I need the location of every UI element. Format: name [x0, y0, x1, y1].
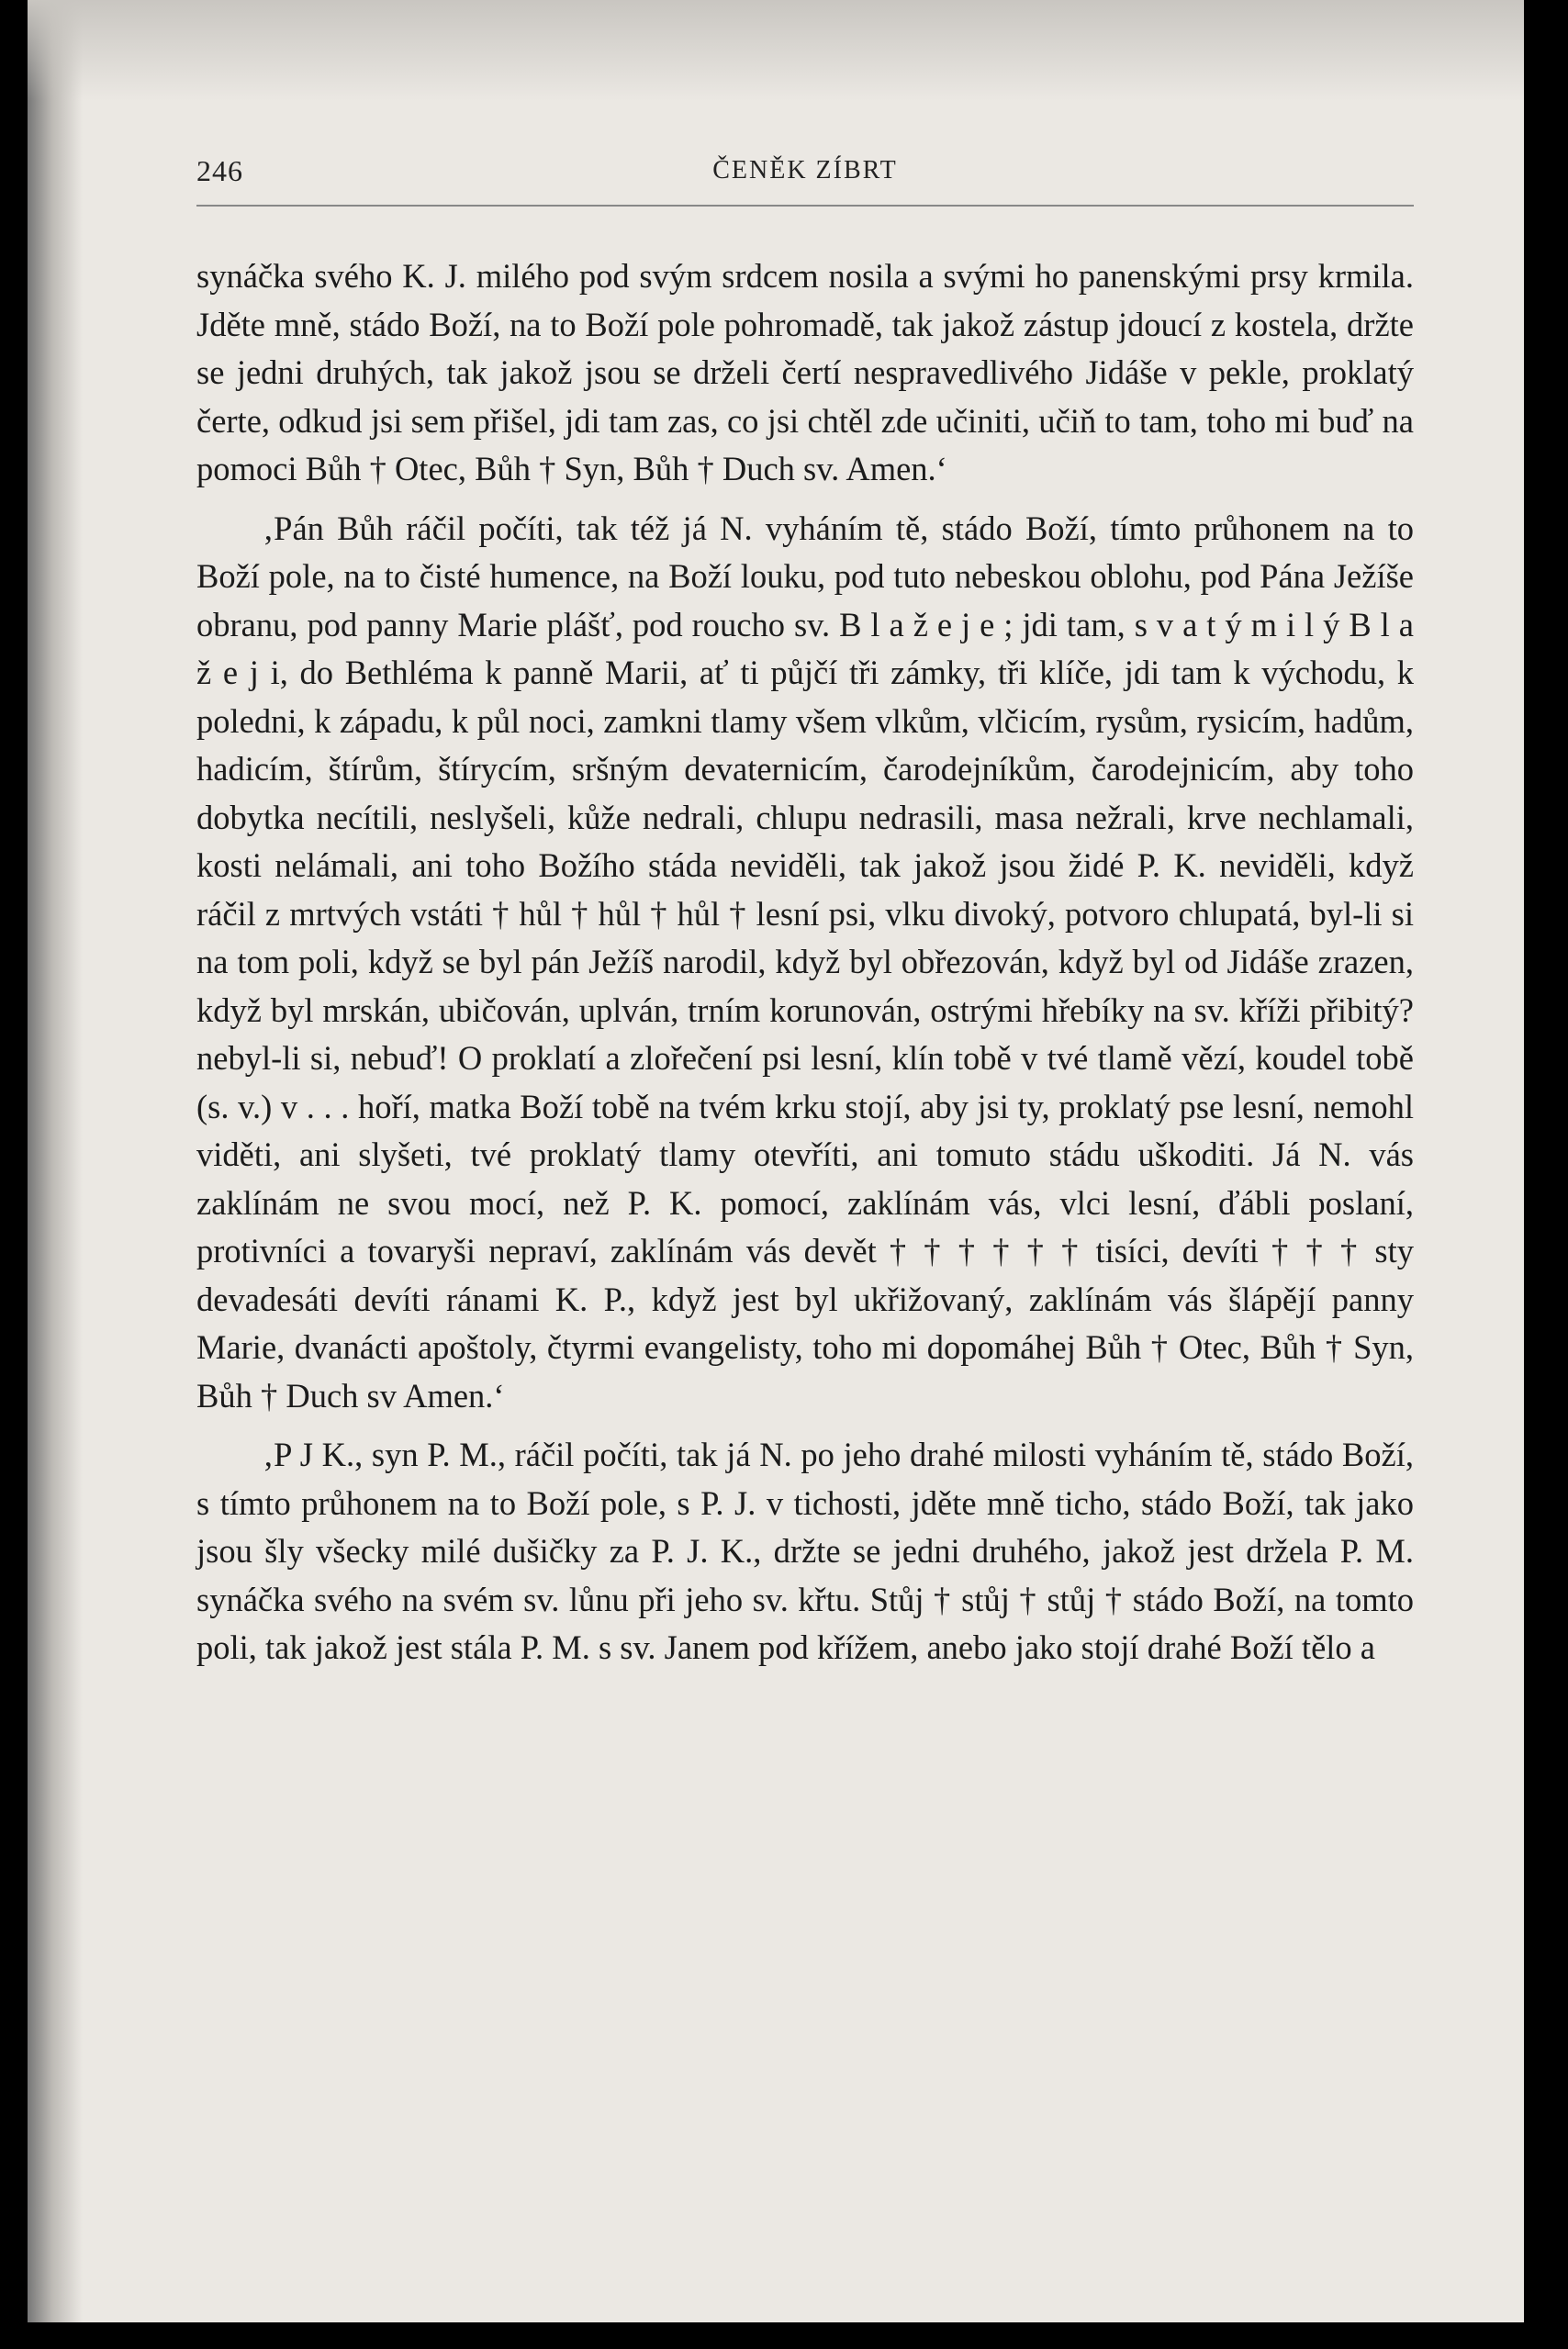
running-head: ČENĚK ZÍBRT: [712, 156, 898, 185]
paragraph-1: synáčka svého K. J. milého pod svým srdcem nosila a svými ho panenskými prsy krmila. Jděte mně, stádo Boží, na to Boží pole pohromadě, tak jakož zástup jdoucí z kostela, držte se jedni druhých, tak jakož jsou se drželi čertí nespravedlivého Jidáše v pekle, proklatý čerte, odkud jsi sem přišel, jdi tam zas, co jsi chtěl zde učiniti, učiň to tam, toho mi buď na pomoci Bůh † Otec, Bůh † Syn, Bůh † Duch sv. Amen.‘: [196, 257, 1414, 487]
page-header: [196, 154, 1414, 200]
page-edge-shadow: [28, 0, 83, 2322]
paragraph-3: ‚P J K., syn P. M., ráčil počíti, tak já N. po jeho drahé milosti vyháním tě, stádo Boží, s tímto průhonem na to Boží pole, s P. J. v tichosti, jděte mně ticho, stádo Boží, tak jako jsou šly všecky milé dušičky za P. J. K., držte se jedni druhého, jakož jest držela P. M. synáčka svého na svém sv. lůnu při jeho sv. křtu. Stůj † stůj † stůj † stádo Boží, na tomto poli, tak jakož jest stála P. M. s sv. Janem pod křížem, anebo jako stojí drahé Boží tělo a: [196, 1436, 1414, 1666]
page-number: 246: [196, 154, 243, 187]
header-rule: [196, 205, 1414, 207]
paragraph-2: ‚Pán Bůh ráčil počíti, tak též já N. vyháním tě, stádo Boží, tímto průhonem na to Boží pole, na to čisté humence, na Boží louku, pod tuto nebeskou oblohu, pod Pána Ježíše obranu, pod panny Marie plášť, pod roucho sv. B l a ž e j e ; jdi tam, s v a t ý m i l ý B l a ž e j i, do Bethléma k panně Marii, ať ti půjčí tři zámky, tři klíče, jdi tam k východu, k poledni, k západu, k půl noci, zamkni tlamy všem vlkům, vlčicím, rysům, rysicím, hadům, hadicím, štírům, štírycím, sršným devaternicím, čarodejníkům, čarodejnicím, aby toho dobytka necítili, neslyšeli, kůže nedrali, chlupu nedrasili, masa nežrali, krve nechlamali, kosti nelámali, ani toho Božího stáda neviděli, tak jakož jsou židé P. K. neviděli, když ráčil z mrtvých vstáti † hůl † hůl † hůl † lesní psi, vlku divoký, potvoro chlupatá, byl-li si na tom poli, když se byl pán Ježíš narodil, když byl obřezován, když byl od Jidáše zrazen, když byl mrskán, ubičován, uplván, trním korunován, ostrými hřebíky na sv. kříži přibitý? nebyl-li si, nebuď! O proklatí a zlořečení psi lesní, klín tobě v tvé tlamě vězí, koudel tobě (s. v.) v . . . hoří, matka Boží tobě na tvém krku stojí, aby jsi ty, proklatý pse lesní, nemohl viděti, ani slyšeti, tvé proklatý tlamy otevříti, ani tomuto stádu uškoditi. Já N. vás zaklínám ne svou mocí, než P. K. pomocí, zaklínám vás, vlci lesní, ďábli poslaní, protivníci a tovaryši nepraví, zaklínám vás devět † † † † † † tisíci, devíti † † † sty devadesáti devíti ránami K. P., když jest byl ukřižovaný, zaklínám vás šlápějí panny Marie, dvanácti apoštoly, čtyrmi evangelisty, toho mi dopomáhej Bůh † Otec, Bůh † Syn, Bůh † Duch sv Amen.‘: [196, 509, 1414, 1415]
page-body: [196, 252, 1414, 1683]
page-top-shadow: [28, 0, 1524, 101]
